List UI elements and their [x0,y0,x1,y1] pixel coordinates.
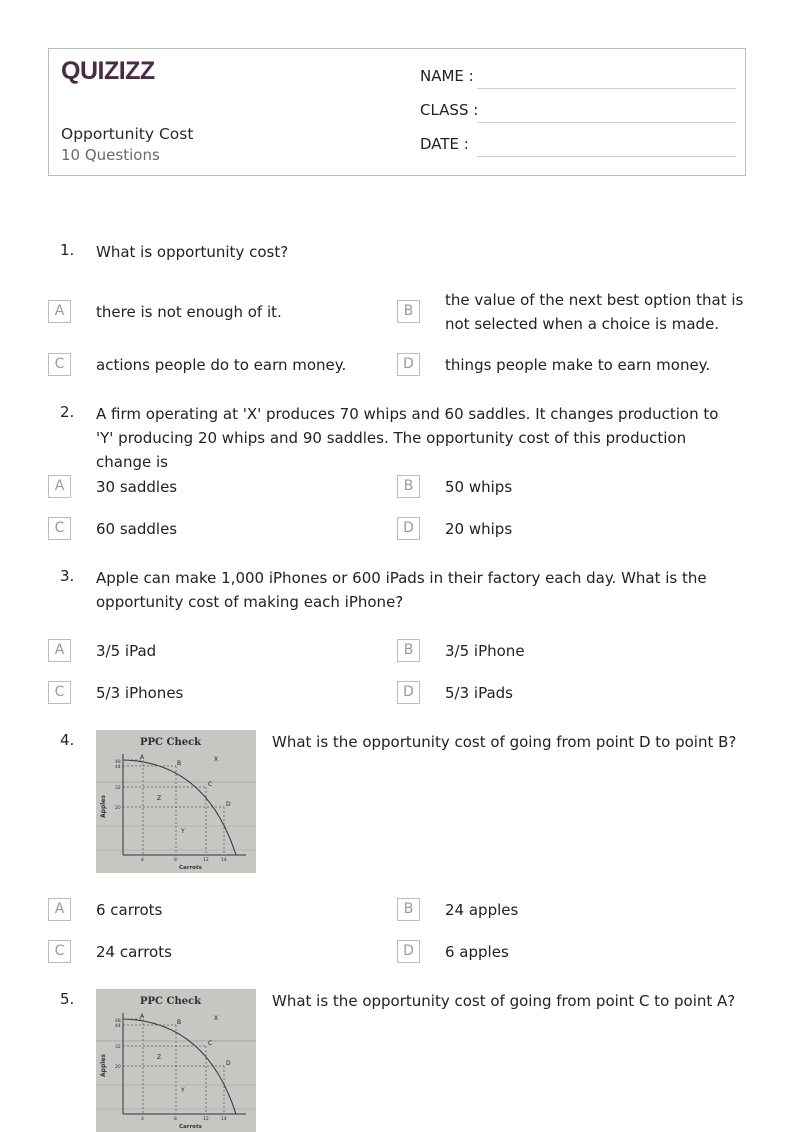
q2-option-a-box[interactable]: A [48,475,71,498]
ppc-x-tick: 14 [221,1117,227,1122]
ppc-y-tick: 48 [115,760,121,765]
question-3-number: 3. [60,567,75,585]
q4-option-a-text: 6 carrots [96,901,163,919]
ppc-check-image [96,989,256,1130]
q4-option-b-text: 24 apples [445,901,519,919]
ppc-check-image [96,730,256,873]
q2-option-b-text: 50 whips [445,478,513,496]
q3-option-c-box[interactable]: C [48,681,71,704]
q1-option-a-text: there is not enough of it. [96,303,282,321]
ppc-y-tick: 20 [115,806,121,811]
ppc-x-tick: 4 [141,1117,144,1122]
ppc-x-label: Carrots [179,1124,202,1130]
question-count: 10 Questions [61,146,160,164]
class-line[interactable] [477,122,736,123]
q3-option-b-box[interactable]: B [397,639,420,662]
ppc-x-tick: 8 [174,858,177,863]
q3-option-b-text: 3/5 iPhone [445,642,525,660]
q2-option-c-box[interactable]: C [48,517,71,540]
q1-option-d-text: things people make to earn money. [445,356,711,374]
q2-option-c-text: 60 saddles [96,520,178,538]
ppc-graph [96,989,256,1132]
ppc-y-tick: 44 [115,765,121,770]
q4-option-b-box[interactable]: B [397,898,420,921]
q3-option-d-text: 5/3 iPads [445,684,513,702]
ppc-y-tick: 32 [115,786,121,791]
question-5-text: What is the opportunity cost of going from point C to point A? [272,992,736,1010]
ppc-y-tick: 32 [115,1045,121,1050]
worksheet-header [48,48,746,176]
question-1-text: What is opportunity cost? [96,243,289,261]
q2-option-a-text: 30 saddles [96,478,178,496]
date-field[interactable] [420,135,735,157]
ppc-title: PPC Check [140,737,202,748]
q4-option-d-box[interactable]: D [397,940,420,963]
q2-option-d-text: 20 whips [445,520,513,538]
q1-option-d-box[interactable]: D [397,353,420,376]
class-field[interactable] [420,101,735,123]
q4-option-c-text: 24 carrots [96,943,172,961]
q4-option-a-box[interactable]: A [48,898,71,921]
q4-option-c-box[interactable]: C [48,940,71,963]
ppc-y-tick: 20 [115,1065,121,1070]
ppc-x-tick: 8 [174,1117,177,1122]
ppc-x-label: Carrots [179,865,202,871]
quizizz-logo: QUIZIZZ [61,57,155,85]
ppc-x-tick: 4 [141,858,144,863]
q3-option-d-box[interactable]: D [397,681,420,704]
q2-option-b-box[interactable]: B [397,475,420,498]
question-2-number: 2. [60,403,75,421]
ppc-point-y: Y [181,828,185,835]
ppc-x-tick: 12 [203,858,209,863]
date-line[interactable] [477,156,736,157]
question-3-text: Apple can make 1,000 iPhones or 600 iPads in their factory each day. What is the opportunity cost of making each iPhone? [96,569,707,611]
q3-option-a-box[interactable]: A [48,639,71,662]
ppc-x-tick: 12 [203,1117,209,1122]
question-4-text: What is the opportunity cost of going from point D to point B? [272,733,737,751]
ppc-point-d: D [226,1060,231,1067]
ppc-point-b: B [177,760,182,767]
ppc-point-a: A [140,1013,145,1020]
ppc-y-tick: 48 [115,1019,121,1024]
q2-option-d-box[interactable]: D [397,517,420,540]
ppc-point-a: A [140,754,145,761]
ppc-point-y: Y [181,1087,185,1094]
ppc-y-label: Apples [100,1054,107,1077]
q4-option-d-text: 6 apples [445,943,509,961]
q1-option-b-text: the value of the next best option that is not selected when a choice is made. [445,291,744,333]
worksheet-title: Opportunity Cost [61,125,194,143]
ppc-point-z: Z [157,795,162,802]
ppc-point-z: Z [157,1054,162,1061]
name-line[interactable] [477,88,736,89]
name-label: NAME : [420,67,474,85]
name-field[interactable] [420,67,735,89]
ppc-title: PPC Check [140,996,202,1007]
ppc-point-x: X [214,756,219,763]
ppc-y-tick: 44 [115,1024,121,1029]
ppc-point-b: B [177,1019,182,1026]
ppc-x-tick: 14 [221,858,227,863]
question-4-number: 4. [60,731,75,749]
ppc-graph [96,730,256,873]
question-5-number: 5. [60,990,75,1008]
ppc-y-label: Apples [100,795,107,818]
ppc-point-d: D [226,801,231,808]
q1-option-a-box[interactable]: A [48,300,71,323]
ppc-point-c: C [208,781,213,788]
class-label: CLASS : [420,101,479,119]
date-label: DATE : [420,135,469,153]
question-2-text: A firm operating at 'X' produces 70 whips and 60 saddles. It changes production to 'Y' producing 20 whips and 90 saddles. The opportunity cost of this production change is [96,405,719,471]
q3-option-a-text: 3/5 iPad [96,642,157,660]
ppc-point-x: X [214,1015,219,1022]
q1-option-b-box[interactable]: B [397,300,420,323]
question-1-number: 1. [60,241,75,259]
q1-option-c-box[interactable]: C [48,353,71,376]
q3-option-c-text: 5/3 iPhones [96,684,184,702]
q1-option-c-text: actions people do to earn money. [96,356,347,374]
ppc-point-c: C [208,1040,213,1047]
